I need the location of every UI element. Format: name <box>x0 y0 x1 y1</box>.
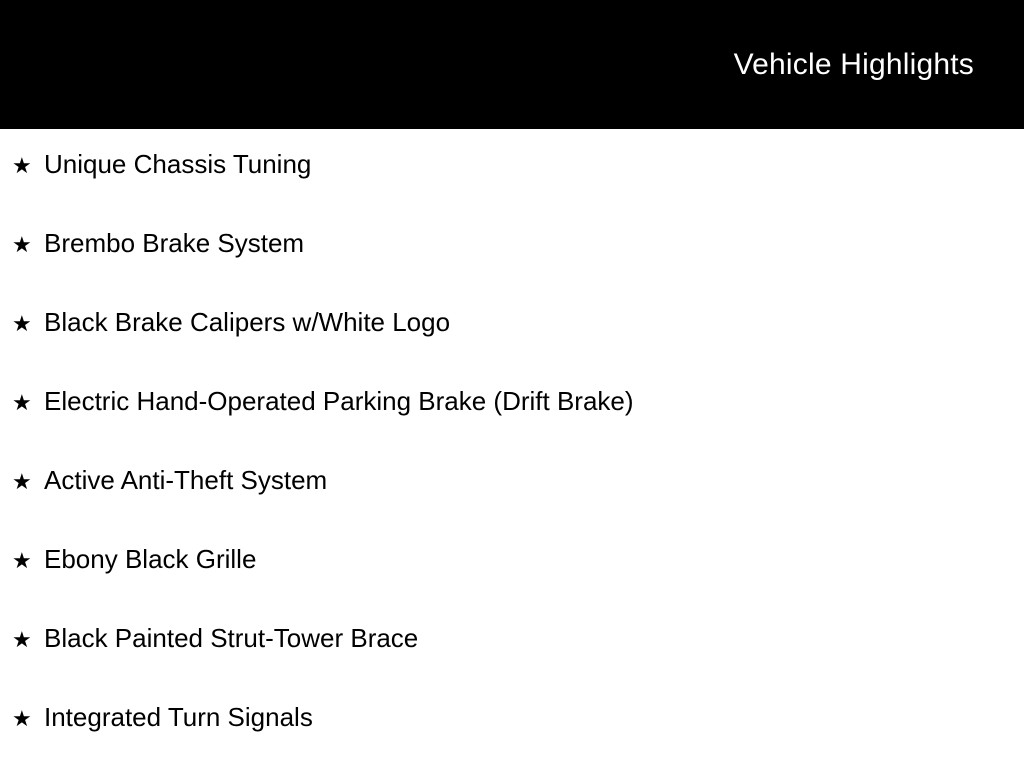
list-item-label: Brembo Brake System <box>44 228 305 258</box>
list-item <box>0 704 1024 783</box>
star-icon: ★ <box>12 390 32 415</box>
list-item-label: Ebony Black Grille <box>44 544 257 574</box>
vehicle-highlights-list <box>0 129 1024 783</box>
list-item-label: Black Brake Calipers w/White Logo <box>44 307 451 337</box>
list-item <box>0 388 1024 467</box>
star-icon: ★ <box>12 469 32 494</box>
list-item <box>0 546 1024 625</box>
list-item <box>0 151 1024 230</box>
page-header <box>0 0 1024 129</box>
list-item <box>0 625 1024 704</box>
star-icon: ★ <box>12 153 32 178</box>
list-item-label: Integrated Turn Signals <box>44 702 313 732</box>
star-icon: ★ <box>12 706 32 731</box>
list-item <box>0 309 1024 388</box>
list-item <box>0 230 1024 309</box>
list-item-label: Unique Chassis Tuning <box>44 149 312 179</box>
list-item-label: Black Painted Strut-Tower Brace <box>44 623 419 653</box>
star-icon: ★ <box>12 232 32 257</box>
star-icon: ★ <box>12 311 32 336</box>
list-item <box>0 467 1024 546</box>
page-title: Vehicle Highlights <box>733 47 974 81</box>
list-item-label: Electric Hand-Operated Parking Brake (Drift Brake) <box>44 386 634 416</box>
star-icon: ★ <box>12 627 32 652</box>
list-item-label: Active Anti-Theft System <box>44 465 328 495</box>
star-icon: ★ <box>12 548 32 573</box>
